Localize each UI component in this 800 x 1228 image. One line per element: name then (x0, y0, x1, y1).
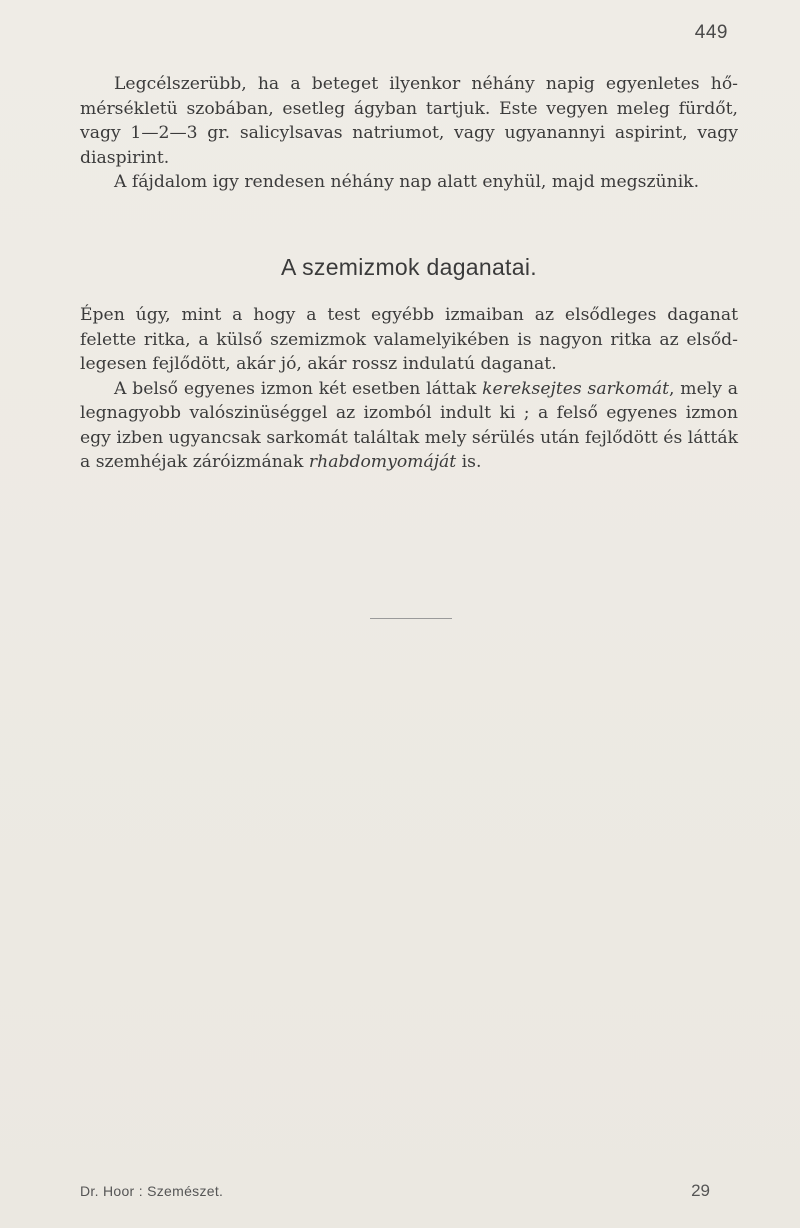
footer-signature: Dr. Hoor : Szemészet. (80, 1183, 224, 1199)
text-run: A belső egyenes izmon két esetben láttak (114, 378, 483, 399)
section-divider (370, 618, 452, 619)
paragraph: A fájdalom igy rendesen néhány nap alatt enyhül, majd megszünik. (114, 172, 700, 192)
paragraph: Legcélszerübb, ha a beteget ilyenkor néhány napig egyenletes hő-mérsékletü szobában, esetleg ágyban tartjuk. Este vegyen meleg fürdőt, vagy 1—2—3 gr. salicylsavas natriumot, vagy ugyanannyi aspirint, vagy diaspirint. (80, 74, 738, 168)
text-run: is. (456, 452, 482, 472)
paragraph: Épen úgy, mint a hogy a test egyébb izmaiban az elsődleges daganat felette ritka, a külső szemizmok valamelyikében is nagyon ritka az elsőd-legesen fejlődött, akár jó, akár rossz indulatú daganat. (80, 305, 738, 374)
italic-term: rhabdomyomáját (308, 452, 457, 472)
section-text-block (80, 303, 738, 475)
paragraph (80, 377, 738, 475)
text-run: , mely a legnagyobb valószinüséggel az izomból indult ki ; a felső egyenes izmon egy izben ugyancsak sarkomát találtak mely sérülés után fejlődött és látták a szemhéjak záróizmának (80, 378, 738, 472)
page-number: 449 (694, 22, 728, 43)
footer-sheet-number: 29 (691, 1181, 710, 1200)
section-heading: A szemizmok daganatai. (281, 254, 537, 280)
intro-text-block (80, 72, 738, 195)
italic-term: kereksejtes sarkomát (482, 378, 670, 399)
